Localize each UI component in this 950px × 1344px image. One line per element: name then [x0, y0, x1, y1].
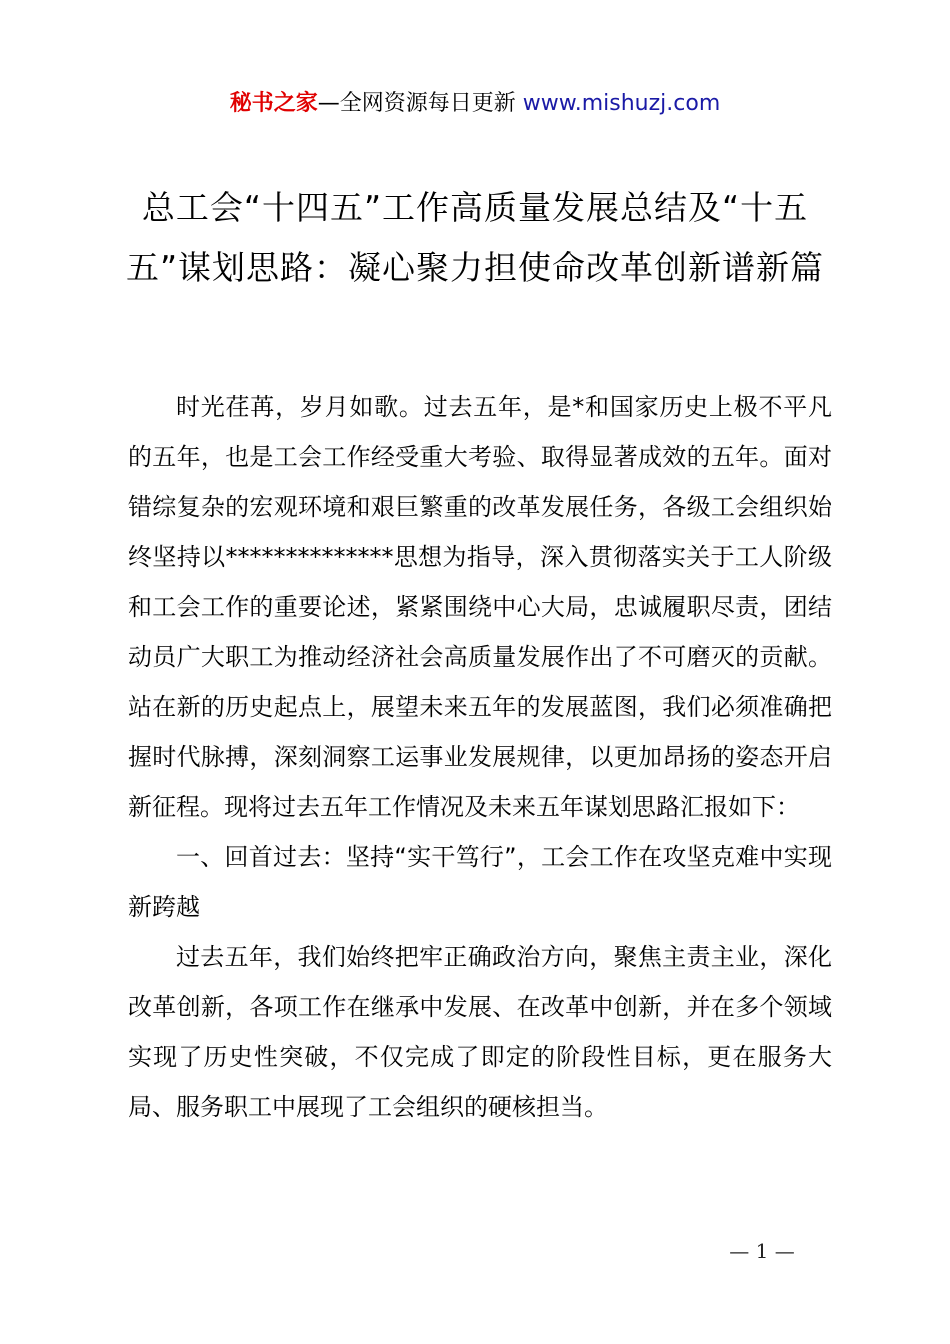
header-tagline: —全网资源每日更新: [317, 91, 523, 116]
document-title: 总工会“十四五”工作高质量发展总结及“十五五”谋划思路：凝心聚力担使命改革创新谱新篇: [125, 188, 825, 287]
document-body: [128, 382, 832, 1132]
section-paragraph: 过去五年，我们始终把牢正确政治方向，聚焦主责主业，深化改革创新，各项工作在继承中发展、在改革中创新，并在多个领域实现了历史性突破，不仅完成了即定的阶段性目标，更在服务大局、服务职工中展现了工会组织的硬核担当。: [128, 943, 832, 1121]
page-number: — 1 —: [729, 1239, 795, 1263]
section-heading: 一、回首过去：坚持“实干笃行”，工会工作在攻坚克难中实现新跨越: [128, 843, 832, 921]
brand-name: 秘书之家: [229, 91, 318, 116]
site-header: [0, 88, 950, 120]
intro-paragraph: 时光荏苒，岁月如歌。过去五年，是*和国家历史上极不平凡的五年，也是工会工作经受重大考验、取得显著成效的五年。面对错综复杂的宏观环境和艰巨繁重的改革发展任务，各级工会组织始终坚持以**************思想为指导，深入贯彻落实关于工人阶级和工会工作的重要论述，紧紧围绕中心大局，忠诚履职尽责，团结动员广大职工为推动经济社会高质量发展作出了不可磨灭的贡献。站在新的历史起点上，展望未来五年的发展蓝图，我们必须准确把握时代脉搏，深刻洞察工运事业发展规律，以更加昂扬的姿态开启新征程。现将过去五年工作情况及未来五年谋划思路汇报如下：: [128, 393, 832, 821]
site-url-link[interactable]: www.mishuzj.com: [522, 91, 721, 116]
